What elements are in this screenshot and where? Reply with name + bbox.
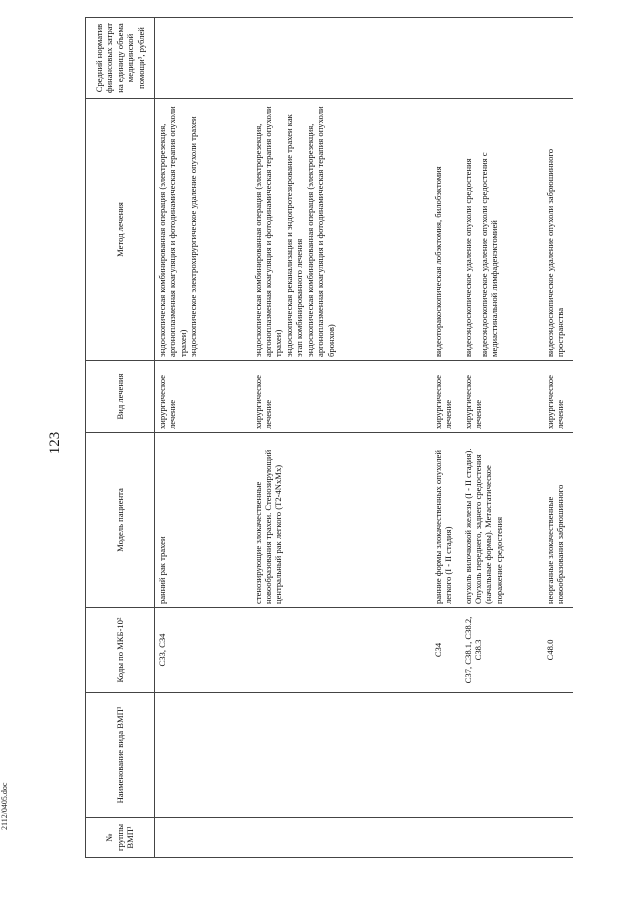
cell-model: ранние формы злокачественных опухолей легкого (I - II стадия) (431, 433, 461, 608)
table-row (431, 18, 461, 858)
cell-method (431, 99, 461, 361)
header-model: Модель пациента (86, 433, 155, 608)
cell-method (461, 99, 543, 361)
cell-norm (251, 18, 431, 99)
method-item: видеоэндоскопическое удаление опухоли средостения (462, 158, 473, 357)
cell-model: опухоль вилочковой железы (I - II стадия). Опухоль переднего, заднего средостения (начальные формы). Метастатическое поражение средостения (461, 433, 543, 608)
cell-vid: хирургическое лечение (155, 361, 251, 433)
cell-mkb (251, 608, 431, 693)
rotated-page (85, 18, 565, 858)
cell-norm (461, 18, 543, 99)
method-item: эндоскопическая комбинированная операция (электрорезекция, аргоноплазменная коагуляция и фотодинамическая терапия опухоли трахеи) (157, 106, 188, 357)
header-name: Наименование вида ВМП¹ (86, 693, 155, 818)
cell-group-no (155, 818, 251, 858)
cell-norm (155, 18, 251, 99)
method-item: эндоскопическое электрохирургическое удаление опухоли трахеи (188, 116, 199, 357)
table-row (461, 18, 543, 858)
cell-name (251, 693, 431, 818)
cell-mkb: С33, С34 (155, 608, 251, 693)
method-item: эндоскопическая комбинированная операция (электрорезекция, аргоноплазменная коагуляция и фотодинамическая терапия опухоли трахеи) (252, 106, 284, 357)
cell-group-no (431, 818, 461, 858)
header-vid: Вид лечения (86, 361, 155, 433)
cell-method (543, 99, 573, 361)
cell-mkb: С48.0 (543, 608, 573, 693)
method-item: видеоэндоскопическое удаление опухоли забрюшинного пространства (544, 148, 565, 357)
cell-group-no (543, 818, 573, 858)
cell-mkb: С37, С38.1, С38.2, С38.3 (461, 608, 543, 693)
table-row (251, 18, 431, 858)
cell-name (431, 693, 461, 818)
cell-model: ранний рак трахеи (155, 433, 251, 608)
cell-mkb: С34 (431, 608, 461, 693)
cell-name (461, 693, 543, 818)
table-row (543, 18, 573, 858)
cell-name (155, 693, 251, 818)
header-group-no: № группы ВМП¹ (86, 818, 155, 858)
treatment-table (85, 17, 573, 858)
method-item: эндоскопическая реканализация и эндопротезирование трахеи как этап комбинированного лечения (283, 114, 305, 357)
cell-vid: хирургическое лечение (543, 361, 573, 433)
cell-vid: хирургическое лечение (461, 361, 543, 433)
footer-doc-name: 2112/0405.doc (0, 782, 9, 830)
cell-norm (431, 18, 461, 99)
cell-model: стенозирующие злокачественные новообразования трахеи. Стенозирующий центральный рак легкого (T2-4NxMx) (251, 433, 431, 608)
cell-method (155, 99, 251, 361)
cell-group-no (461, 818, 543, 858)
cell-model: неорганные злокачественные новообразования забрюшинного (543, 433, 573, 608)
cell-vid: хирургическое лечение (251, 361, 431, 433)
header-norm: Средний норматив финансовых затрат на единицу объема медицинской помощи³, рублей (86, 18, 155, 99)
cell-group-no (251, 818, 431, 858)
cell-norm (543, 18, 573, 99)
header-method: Метод лечения (86, 99, 155, 361)
cell-method (251, 99, 431, 361)
method-item: эндоскопическая комбинированная операция (электрорезекция, аргоноплазменная коагуляция и фотодинамическая терапия опухоли бронхов) (304, 106, 336, 357)
table-row (155, 18, 251, 858)
method-item: видеоэндоскопическое удаление опухоли средостения с медиастинальной лимфаденэктомией (478, 152, 500, 357)
header-row (86, 18, 155, 858)
page-number: 123 (47, 431, 63, 455)
cell-name (543, 693, 573, 818)
method-item: видеоторакоскопическая лобэктомия, билобэктомия (432, 166, 443, 357)
cell-vid: хирургическое лечение (431, 361, 461, 433)
header-mkb: Коды по МКБ-10² (86, 608, 155, 693)
